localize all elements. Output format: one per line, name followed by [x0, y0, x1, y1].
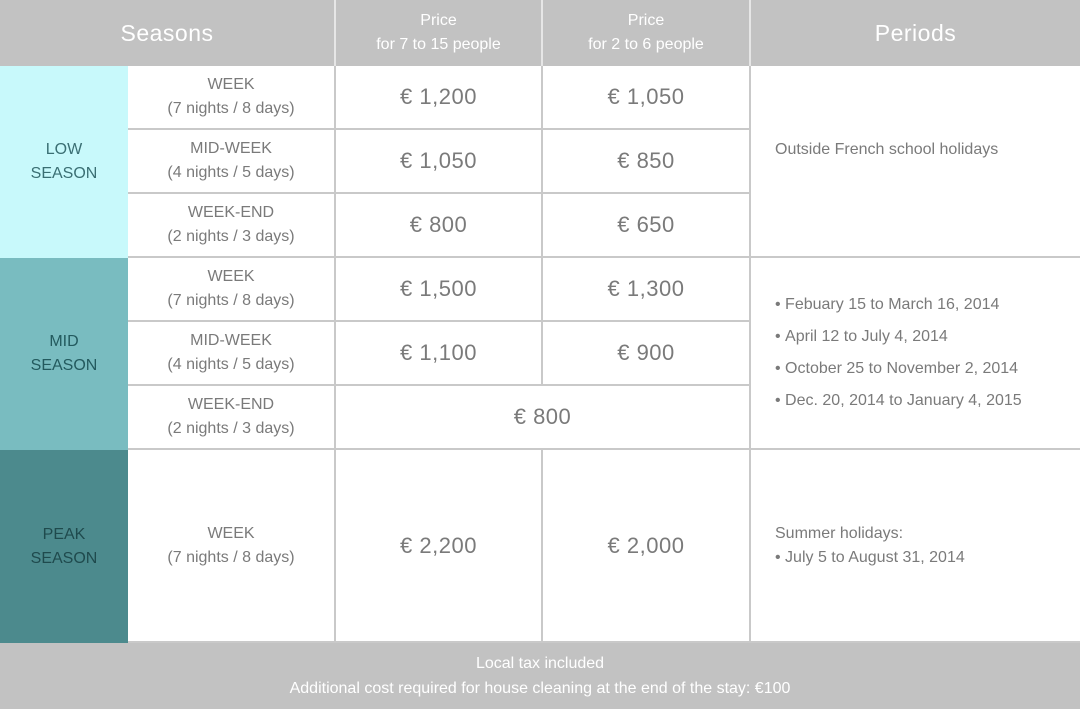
- mid-week-price-large: € 1,500: [336, 258, 543, 322]
- mid-midweek-price-large: € 1,100: [336, 322, 543, 386]
- season-low-line1: LOW: [45, 141, 83, 158]
- duration-detail: (4 nights / 5 days): [167, 356, 295, 373]
- period-item: • April 12 to July 4, 2014: [775, 321, 1022, 353]
- season-peak-label: [0, 450, 128, 643]
- season-mid-label: [0, 258, 128, 450]
- low-midweek-price-small: € 850: [543, 130, 751, 194]
- duration-detail: (2 nights / 3 days): [167, 228, 295, 245]
- duration-detail: (2 nights / 3 days): [167, 420, 295, 437]
- season-mid-line1: MID: [49, 333, 79, 350]
- season-low-label: [0, 66, 128, 258]
- season-mid-line2: SEASON: [30, 357, 98, 374]
- duration-type: WEEK-END: [187, 396, 275, 413]
- mid-week-duration: [128, 258, 336, 322]
- duration-type: WEEK-END: [187, 204, 275, 221]
- mid-season-periods: [751, 258, 1080, 450]
- mid-midweek-price-small: € 900: [543, 322, 751, 386]
- period-list: [775, 289, 1022, 417]
- duration-type: MID-WEEK: [190, 332, 272, 349]
- low-weekend-duration: [128, 194, 336, 258]
- footer-tax-note: Local tax included: [475, 655, 605, 672]
- footer-cleaning-note: Additional cost required for house cleaning at the end of the stay: €100: [289, 680, 791, 697]
- header-price-large-title: Price: [420, 12, 457, 29]
- peak-season-periods: [751, 450, 1080, 643]
- duration-detail: (7 nights / 8 days): [167, 292, 295, 309]
- duration-type: WEEK: [207, 268, 255, 285]
- low-season-periods: [751, 66, 1080, 258]
- period-text: Outside French school holidays: [775, 141, 999, 158]
- low-midweek-price-large: € 1,050: [336, 130, 543, 194]
- duration-detail: (4 nights / 5 days): [167, 164, 295, 181]
- header-price-small-title: Price: [627, 12, 665, 29]
- low-week-price-large: € 1,200: [336, 66, 543, 130]
- duration-type: WEEK: [207, 524, 255, 542]
- low-week-price-small: € 1,050: [543, 66, 751, 130]
- header-price-small-sub: for 2 to 6 people: [588, 36, 704, 53]
- period-list: [775, 546, 965, 570]
- peak-week-duration: [128, 450, 336, 643]
- season-peak-line2: SEASON: [30, 549, 98, 567]
- header-price-large-sub: for 7 to 15 people: [376, 36, 501, 53]
- period-item: • July 5 to August 31, 2014: [775, 546, 965, 570]
- duration-detail: (7 nights / 8 days): [167, 548, 295, 566]
- header-price-large-group: [336, 0, 543, 66]
- duration-type: MID-WEEK: [190, 140, 272, 157]
- peak-week-price-small: € 2,000: [543, 450, 751, 643]
- header-seasons: Seasons: [0, 0, 336, 66]
- period-item: • Febuary 15 to March 16, 2014: [775, 289, 1022, 321]
- header-periods: Periods: [751, 0, 1080, 66]
- period-item: • October 25 to November 2, 2014: [775, 353, 1022, 385]
- low-midweek-duration: [128, 130, 336, 194]
- mid-week-price-small: € 1,300: [543, 258, 751, 322]
- peak-week-price-large: € 2,200: [336, 450, 543, 643]
- low-week-duration: [128, 66, 336, 130]
- mid-midweek-duration: [128, 322, 336, 386]
- mid-weekend-duration: [128, 386, 336, 450]
- mid-weekend-price-both: € 800: [336, 386, 751, 450]
- duration-detail: (7 nights / 8 days): [167, 100, 295, 117]
- low-weekend-price-large: € 800: [336, 194, 543, 258]
- header-price-small-group: [543, 0, 751, 66]
- period-item: • Dec. 20, 2014 to January 4, 2015: [775, 385, 1022, 417]
- duration-type: WEEK: [207, 76, 255, 93]
- season-low-line2: SEASON: [30, 165, 98, 182]
- footer-notes: [0, 643, 1080, 709]
- season-peak-line1: PEAK: [42, 525, 86, 543]
- period-title: Summer holidays:: [775, 524, 904, 542]
- low-weekend-price-small: € 650: [543, 194, 751, 258]
